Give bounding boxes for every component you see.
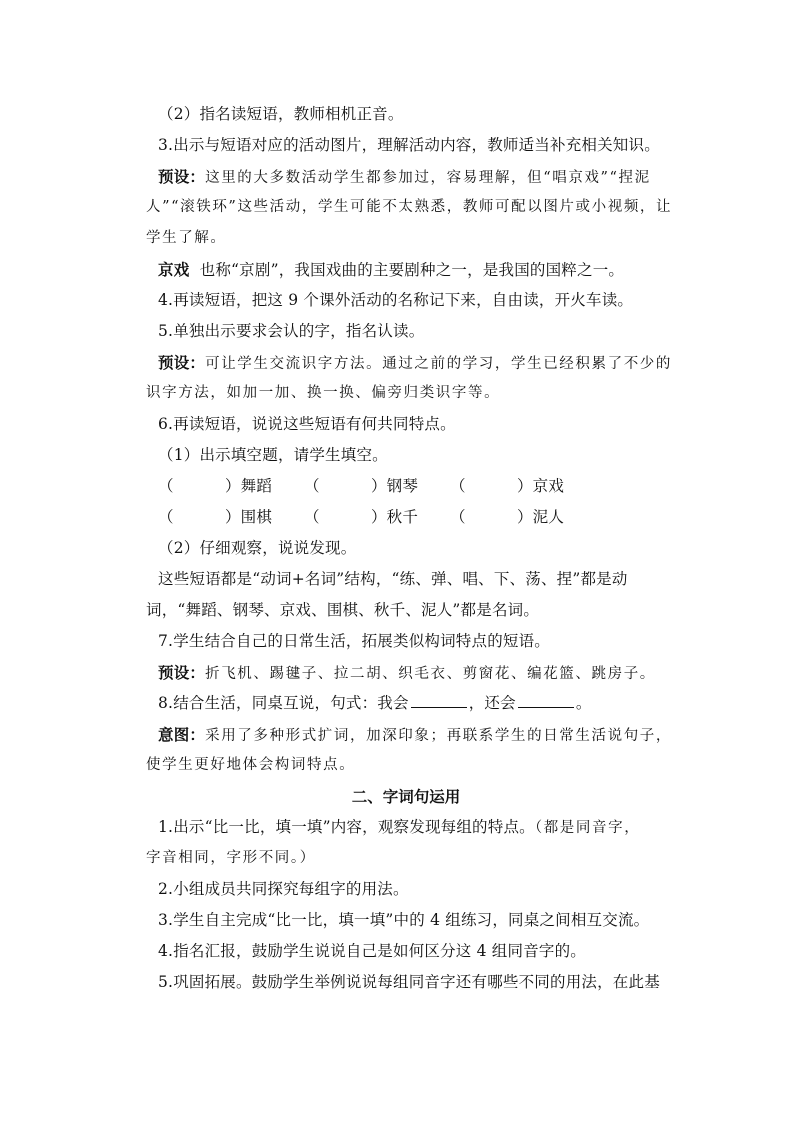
text: 5.巩固拓展。鼓励学生举例说说每组同音字还有哪些不同的用法，在此基 — [158, 973, 660, 991]
text: 使学生更好地体会构词特点。 — [146, 757, 356, 773]
paragraph — [146, 316, 666, 347]
text: 采用了多种形式扩词，加深印象；再联系学生的日常生活说句子， — [205, 728, 673, 744]
paragraph — [146, 595, 666, 626]
paragraph — [146, 750, 666, 781]
paragraph — [146, 905, 666, 936]
fill-blank-item: （ ）舞蹈 — [158, 477, 273, 495]
paragraph — [146, 533, 666, 564]
paragraph — [146, 223, 666, 254]
paragraph — [146, 285, 666, 316]
text: 这些短语都是“动词+名词”结构，“练、弹、唱、下、荡、捏”都是动 — [158, 570, 628, 588]
paragraph — [146, 874, 666, 905]
preset-label: 预设： — [158, 167, 206, 186]
text: 学生了解。 — [146, 230, 227, 246]
fill-blank-item: （ ）京戏 — [450, 477, 565, 495]
paragraph — [146, 99, 666, 130]
fill-blank-row — [146, 502, 666, 533]
fill-blank-item: （ ）秋千 — [304, 508, 419, 526]
text: 6.再读短语，说说这些短语有何共同特点。 — [158, 415, 456, 433]
term-label: 京戏 — [158, 260, 190, 279]
fill-blank-item: （ ）围棋 — [158, 508, 273, 526]
text: 2.小组成员共同探究每组字的用法。 — [158, 880, 409, 898]
fill-blank-item: （ ）钢琴 — [304, 477, 419, 495]
text: （2）指名读短语，教师相机正音。 — [158, 105, 404, 123]
sentence-pattern-paragraph — [146, 688, 666, 719]
text: 7.学生结合自己的日常生活，拓展类似构词特点的短语。 — [158, 632, 550, 650]
blank-underline — [518, 691, 574, 708]
preset-label: 预设： — [158, 663, 206, 682]
intent-paragraph — [146, 719, 673, 750]
text: 5.单独出示要求会认的字，指名认读。 — [158, 322, 425, 340]
paragraph — [146, 843, 666, 874]
text: 词，“舞蹈、钢琴、京戏、围棋、秋千、泥人”都是名词。 — [146, 601, 540, 619]
paragraph — [146, 967, 666, 998]
text: 3.学生自主完成“比一比，填一填”中的 4 组练习，同桌之间相互交流。 — [158, 911, 650, 929]
text: 识字方法，如加一加、换一换、偏旁归类识字等。 — [146, 385, 501, 401]
preset-paragraph — [146, 161, 666, 192]
paragraph — [146, 936, 666, 967]
fill-blank-item: （ ）泥人 — [450, 508, 565, 526]
paragraph — [146, 626, 666, 657]
blank-underline — [411, 691, 467, 708]
term-paragraph — [146, 254, 666, 285]
paragraph — [146, 409, 666, 440]
paragraph — [146, 564, 666, 595]
text: 折飞机、踢毽子、拉二胡、织毛衣、剪窗花、编花篮、跳房子。 — [205, 666, 656, 682]
paragraph — [146, 812, 666, 843]
section-title: 二、字词句运用 — [351, 787, 461, 806]
text: （2）仔细观察，说说发现。 — [158, 539, 357, 557]
document-body — [146, 99, 673, 998]
text: 也称“京剧”，我国戏曲的主要剧种之一，是我国的国粹之一。 — [189, 261, 625, 279]
text: 人”“滚铁环”这些活动，学生可能不太熟悉，教师可配以图片或小视频，让 — [146, 199, 673, 215]
text: 字音相同，字形不同。） — [146, 850, 316, 866]
text: 3.出示与短语对应的活动图片，理解活动内容，教师适当补充相关知识。 — [158, 136, 660, 154]
paragraph — [146, 378, 666, 409]
text: 可让学生交流识字方法。通过之前的学习，学生已经积累了不少的 — [205, 356, 673, 372]
text: ，还会 — [468, 694, 516, 712]
paragraph — [146, 192, 673, 223]
text: 8.结合生活，同桌互说，句式：我会 — [158, 694, 409, 712]
fill-blank-row — [146, 471, 666, 502]
text: 4.再读短语，把这 9 个课外活动的名称记下来，自由读，开火车读。 — [158, 291, 634, 309]
preset-paragraph — [146, 347, 673, 378]
text: 这里的大多数活动学生都参加过，容易理解，但“唱京戏”“捏泥 — [205, 170, 651, 186]
preset-paragraph — [146, 657, 666, 688]
text: 4.指名汇报，鼓励学生说说自己是如何区分这 4 组同音字的。 — [158, 942, 587, 960]
paragraph — [146, 130, 666, 161]
text: （都是同音字， — [534, 820, 641, 836]
text: 。 — [575, 694, 592, 712]
intent-label: 意图： — [158, 725, 206, 744]
text: （1）出示填空题，请学生填空。 — [158, 446, 388, 464]
preset-label: 预设： — [158, 353, 206, 372]
paragraph — [146, 440, 666, 471]
text: 1.出示“比一比，填一填”内容，观察发现每组的特点。 — [158, 818, 535, 836]
